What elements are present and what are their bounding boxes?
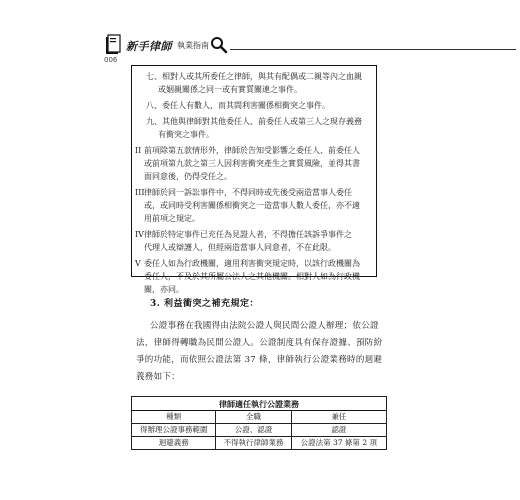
clause-line: 九、其他與律師對其他委任人、前委任人或第三人之現存義務	[146, 117, 362, 126]
clause-line: 用前項之規定。	[144, 214, 200, 223]
clause-line: 有衝突之事件。	[158, 130, 214, 139]
book-icon	[104, 34, 124, 56]
clause-line: 律師於特定事件已充任為見證人者，不得擔任該訴爭事件之	[144, 230, 352, 239]
clause-line: 代理人或辯護人，但經兩造當事人同意者，不在此限。	[144, 243, 336, 252]
table-row	[132, 424, 387, 437]
statute-box	[131, 65, 377, 294]
table-cell: 公證法第 37 條第 2 項	[291, 437, 386, 450]
header-rule	[230, 49, 516, 50]
table-header: 種類	[132, 411, 216, 424]
paragraph-line: 爭的功能，而依照公證法第 37 條，律師執行公證業務時的迴避	[136, 355, 383, 365]
table-cell: 得辦理公證事務範圍	[132, 424, 216, 437]
book-title: 新手律師	[126, 40, 172, 53]
magnifier-icon	[210, 36, 228, 54]
paragraph-line: 法，律師得轉職為民間公證人。公證制度具有保存證據、預防紛	[136, 338, 383, 348]
clause-line: 面同意後，仍得受任之。	[144, 172, 232, 181]
notary-table	[131, 396, 387, 450]
clause-line: 關，亦同。	[144, 285, 184, 294]
clause-mark: III	[135, 188, 145, 197]
page-header	[104, 34, 424, 58]
table-row	[132, 437, 387, 450]
table-header: 全職	[216, 411, 291, 424]
clause-line: 八、委任人有數人，而其間利害關係相衝突之事件。	[146, 101, 330, 110]
clause-line: 七、相對人或其所委任之律師，與其有配偶或二親等內之血親	[146, 72, 362, 81]
clause-line: 或姻親關係之同一或有實質關連之事件。	[158, 85, 302, 94]
paragraph-line: 公證事務在我國得由法院公證人與民間公證人辦理；依公證	[150, 321, 379, 331]
table-cell: 迴避義務	[132, 437, 216, 450]
table-header: 兼任	[291, 411, 386, 424]
table-cell: 公證、認證	[216, 424, 291, 437]
clause-line: 律師於同一訴訟事件中，不得同時或先後受兩造當事人委任	[144, 188, 352, 197]
clause-line: 或前項第九款之第三人因利害衝突產生之實質風險，並得其書	[144, 159, 360, 168]
section-heading: 3. 利益衝突之補充規定：	[150, 299, 260, 309]
paragraph-line: 義務如下：	[136, 372, 181, 382]
clause-mark: IV	[135, 230, 144, 239]
clause-line: 前項除第五款情形外，律師於告知受影響之委任人、前委任人	[144, 146, 360, 155]
table-cell: 不得執行律師業務	[216, 437, 291, 450]
book-subtitle: 執業指南	[177, 41, 209, 50]
page-number: 006	[104, 56, 118, 64]
clause-mark: II	[135, 146, 142, 155]
table-cell: 認證	[291, 424, 386, 437]
table-header-row	[132, 411, 387, 424]
table-caption: 律師適任執行公證業務	[132, 397, 387, 411]
clause-line: 或，或同時受利害關係相衝突之一造當事人數人委任，亦不適	[144, 201, 360, 210]
clause-mark: V	[135, 259, 141, 268]
clause-line: 委任人如為行政機關，適用利害衝突規定時，以該行政機關為	[144, 259, 360, 268]
clause-line: 委任人，不及於其所屬公法人之其他機關。相對人如為行政機	[144, 272, 360, 281]
